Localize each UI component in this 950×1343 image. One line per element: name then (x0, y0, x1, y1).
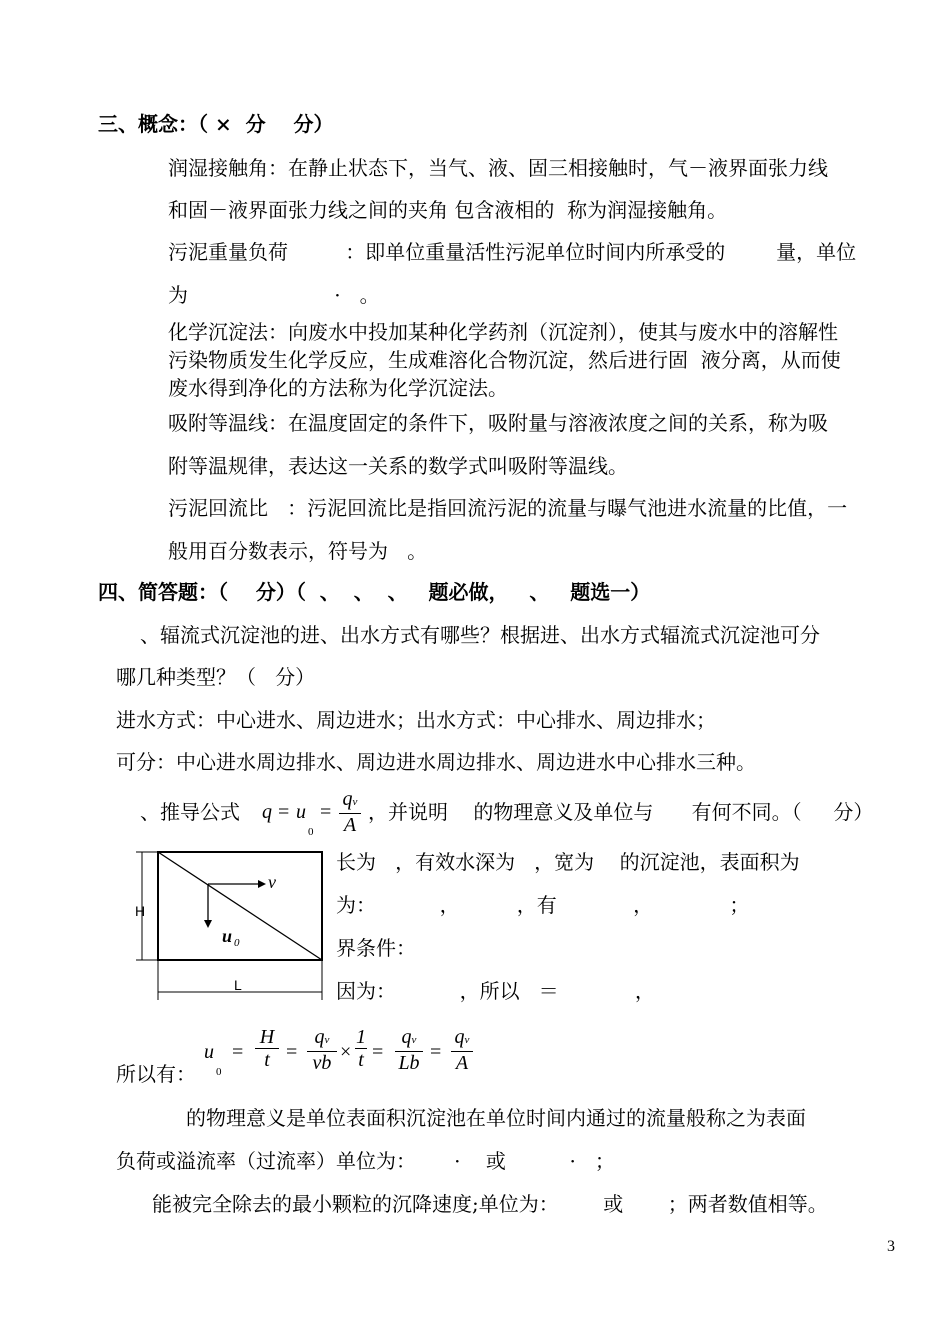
concept-wetting-angle-line1: 润湿接触角：在静止状态下，当气、液、固三相接触时，气－液界面张力线 (168, 156, 828, 180)
label-l: L (234, 977, 242, 993)
q2-prefix: 、推导公式 (140, 800, 240, 824)
label-u-sub: 0 (234, 937, 240, 949)
u0-arrowhead (204, 920, 212, 928)
concept-isotherm-line1: 吸附等温线：在温度固定的条件下，吸附量与溶液浓度之间的关系，称为吸 (168, 411, 828, 435)
formula-eq: = (278, 801, 290, 823)
q2-side-line2: 为： ， ，有 ， ； (336, 893, 750, 917)
q1-line1: 、辐流式沉淀池的进、出水方式有哪些？根据进、出水方式辐流式沉淀池可分 (140, 623, 820, 647)
concept-chem-precip-line3: 废水得到净化的方法称为化学沉淀法。 (168, 376, 508, 400)
q2-side-line4: 因为： ，所以 ＝ ， (336, 979, 655, 1003)
section3-heading: 三、概念：（ × 分 分） (98, 112, 334, 136)
concept-chem-precip-line2: 污染物质发生化学反应，生成难溶化合物沉淀，然后进行固 液分离，从而使 (168, 348, 841, 372)
q2-explain-line1: 的物理意义是单位表面积沉淀池在单位时间内通过的流量般称之为表面 (186, 1106, 806, 1130)
fraction-h-t: H t (254, 1026, 280, 1071)
sedimentation-diagram (128, 848, 328, 1008)
formula-u: u (296, 801, 306, 823)
q2-explain-line3: 能被完全除去的最小颗粒的沉降速度;单位为： 或 ；两者数值相等。 (152, 1192, 828, 1216)
formula-u-sub: 0 (308, 826, 314, 838)
label-h: H (135, 903, 146, 919)
v-arrowhead (258, 880, 266, 888)
concept-sludge-load-line2: 为 · 。 (168, 283, 380, 307)
concept-return-ratio-line1: 污泥回流比 ：污泥回流比是指回流污泥的流量与曝气池进水流量的比值，一 (168, 496, 848, 520)
fraction-q-lb: qv Lb (394, 1026, 424, 1074)
concept-isotherm-line2: 附等温规律，表达这一关系的数学式叫吸附等温线。 (168, 454, 628, 478)
label-v: v (268, 872, 276, 892)
q1-line2: 哪几种类型？（ 分） (116, 665, 316, 689)
fraction-1-t: 1 t (356, 1026, 366, 1071)
concept-sludge-load-line1: 污泥重量负荷 ：即单位重量活性污泥单位时间内所承受的 量，单位 (168, 240, 857, 264)
q2-side-line1: 长为 ，有效水深为 ，宽为 的沉淀池，表面积为 (336, 850, 800, 874)
q1-answer-line2: 可分：中心进水周边排水、周边进水周边排水、周边进水中心排水三种。 (116, 750, 756, 774)
formula-fraction: qv A (338, 788, 362, 836)
fraction-q-vb: qv vb (306, 1026, 338, 1074)
q2-suffix: ，并说明 的物理意义及单位与 有何不同。（ 分） (368, 800, 874, 824)
q1-answer-line1: 进水方式：中心进水、周边进水；出水方式：中心排水、周边排水； (116, 708, 716, 732)
result-label: 所以有： (116, 1062, 196, 1086)
concept-chem-precip-line1: 化学沉淀法：向废水中投加某种化学药剂（沉淀剂），使其与废水中的溶解性 (168, 320, 838, 344)
concept-return-ratio-line2: 般用百分数表示，符号为 。 (168, 539, 428, 563)
formula-eq2: = (320, 801, 332, 823)
q2-explain-line2: 负荷或溢流率（过流率）单位为： · 或 · ； (116, 1149, 615, 1173)
trajectory-line (158, 852, 322, 960)
fraction-q-a: qv A (450, 1026, 474, 1074)
label-u: u (222, 926, 233, 946)
q2-side-line3: 界条件： (336, 936, 416, 960)
formula-q: q (262, 801, 272, 823)
section4-heading: 四、简答题：（ 分）（ 、 、 、 题必做， 、 题选一） (98, 580, 651, 604)
page-number: 3 (887, 1238, 895, 1255)
concept-wetting-angle-line2: 和固－液界面张力线之间的夹角 包含液相的 称为润湿接触角。 (168, 198, 728, 222)
